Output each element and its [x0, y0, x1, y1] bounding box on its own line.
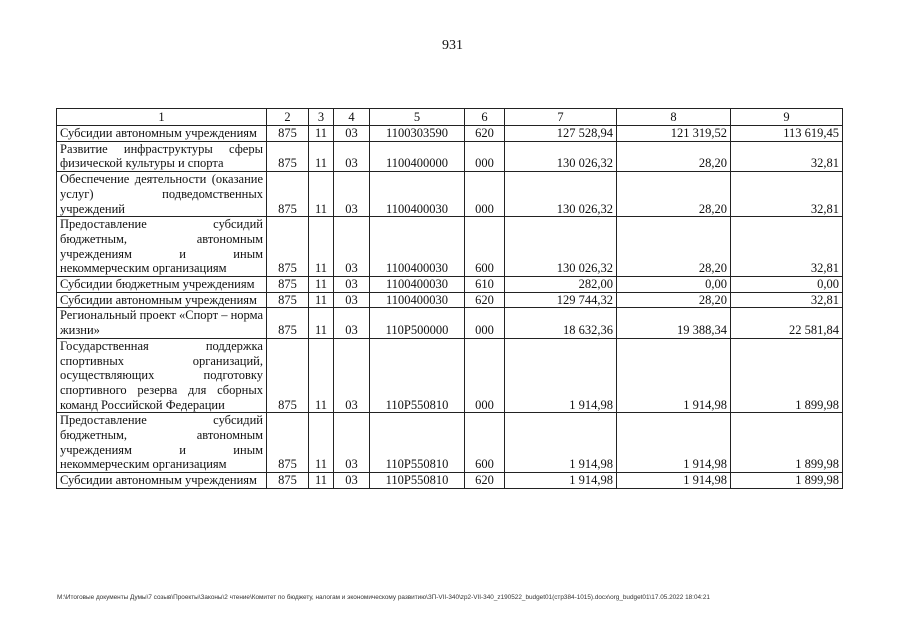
amount-col-7: 282,00	[505, 277, 617, 293]
amount-col-8: 28,20	[617, 292, 731, 308]
subsection-code: 03	[334, 126, 370, 142]
target-article-code: 1100400000	[370, 141, 465, 171]
amount-col-8: 1 914,98	[617, 338, 731, 413]
table-row	[57, 217, 843, 277]
table-row	[57, 141, 843, 171]
target-article-code: 110P500000	[370, 308, 465, 338]
table-row	[57, 473, 843, 489]
section-code: 11	[309, 217, 334, 277]
amount-col-9: 32,81	[731, 172, 843, 217]
column-header-8: 8	[617, 109, 731, 126]
row-name: Предоставление субсидий бюджетным, автономным учреждениям и иным некоммерческим организациям	[57, 413, 267, 473]
column-header-7: 7	[505, 109, 617, 126]
amount-col-7: 130 026,32	[505, 217, 617, 277]
amount-col-7: 1 914,98	[505, 413, 617, 473]
ministry-code: 875	[267, 126, 309, 142]
amount-col-9: 1 899,98	[731, 413, 843, 473]
expense-type-code: 000	[465, 172, 505, 217]
amount-col-7: 130 026,32	[505, 172, 617, 217]
ministry-code: 875	[267, 413, 309, 473]
amount-col-8: 1 914,98	[617, 473, 731, 489]
target-article-code: 110P550810	[370, 413, 465, 473]
section-code: 11	[309, 413, 334, 473]
column-header-3: 3	[309, 109, 334, 126]
column-header-6: 6	[465, 109, 505, 126]
target-article-code: 110P550810	[370, 338, 465, 413]
ministry-code: 875	[267, 292, 309, 308]
section-code: 11	[309, 473, 334, 489]
amount-col-8: 19 388,34	[617, 308, 731, 338]
expense-type-code: 600	[465, 217, 505, 277]
section-code: 11	[309, 277, 334, 293]
row-name: Региональный проект «Спорт – норма жизни»	[57, 308, 267, 338]
section-code: 11	[309, 338, 334, 413]
expense-type-code: 600	[465, 413, 505, 473]
subsection-code: 03	[334, 141, 370, 171]
amount-col-7: 130 026,32	[505, 141, 617, 171]
section-code: 11	[309, 308, 334, 338]
amount-col-9: 113 619,45	[731, 126, 843, 142]
column-header-5: 5	[370, 109, 465, 126]
target-article-code: 1100400030	[370, 277, 465, 293]
ministry-code: 875	[267, 473, 309, 489]
amount-col-9: 0,00	[731, 277, 843, 293]
subsection-code: 03	[334, 217, 370, 277]
amount-col-9: 1 899,98	[731, 338, 843, 413]
table-row	[57, 277, 843, 293]
subsection-code: 03	[334, 338, 370, 413]
page-number: 931	[442, 38, 463, 53]
target-article-code: 1100400030	[370, 172, 465, 217]
ministry-code: 875	[267, 217, 309, 277]
expense-type-code: 000	[465, 338, 505, 413]
expense-type-code: 620	[465, 473, 505, 489]
column-header-2: 2	[267, 109, 309, 126]
amount-col-8: 28,20	[617, 141, 731, 171]
ministry-code: 875	[267, 141, 309, 171]
expense-type-code: 610	[465, 277, 505, 293]
amount-col-7: 127 528,94	[505, 126, 617, 142]
target-article-code: 1100400030	[370, 292, 465, 308]
row-name: Предоставление субсидий бюджетным, автономным учреждениям и иным некоммерческим организациям	[57, 217, 267, 277]
amount-col-9: 22 581,84	[731, 308, 843, 338]
ministry-code: 875	[267, 277, 309, 293]
ministry-code: 875	[267, 338, 309, 413]
amount-col-8: 28,20	[617, 217, 731, 277]
amount-col-7: 18 632,36	[505, 308, 617, 338]
target-article-code: 1100303590	[370, 126, 465, 142]
row-name: Субсидии бюджетным учреждениям	[57, 277, 267, 293]
amount-col-9: 32,81	[731, 217, 843, 277]
section-code: 11	[309, 141, 334, 171]
row-name: Развитие инфраструктуры сферы физической культуры и спорта	[57, 141, 267, 171]
amount-col-9: 1 899,98	[731, 473, 843, 489]
amount-col-8: 121 319,52	[617, 126, 731, 142]
budget-table	[56, 108, 843, 489]
table-body	[57, 126, 843, 489]
row-name: Государственная поддержка спортивных организаций, осуществляющих подготовку спортивного резерва для сборных команд Российской Федерации	[57, 338, 267, 413]
table-row	[57, 292, 843, 308]
amount-col-8: 28,20	[617, 172, 731, 217]
section-code: 11	[309, 292, 334, 308]
column-header-9: 9	[731, 109, 843, 126]
section-code: 11	[309, 126, 334, 142]
expense-type-code: 000	[465, 141, 505, 171]
amount-col-7: 1 914,98	[505, 338, 617, 413]
table-row	[57, 413, 843, 473]
row-name: Субсидии автономным учреждениям	[57, 473, 267, 489]
subsection-code: 03	[334, 413, 370, 473]
expense-type-code: 620	[465, 292, 505, 308]
expense-type-code: 000	[465, 308, 505, 338]
amount-col-8: 0,00	[617, 277, 731, 293]
table-row	[57, 126, 843, 142]
amount-col-9: 32,81	[731, 292, 843, 308]
target-article-code: 1100400030	[370, 217, 465, 277]
table-row	[57, 308, 843, 338]
subsection-code: 03	[334, 172, 370, 217]
subsection-code: 03	[334, 308, 370, 338]
subsection-code: 03	[334, 473, 370, 489]
row-name: Субсидии автономным учреждениям	[57, 292, 267, 308]
amount-col-8: 1 914,98	[617, 413, 731, 473]
document-file-path: M:\Итоговые документы Думы\7 созыв\Проекты\Законы\2 чтение\Комитет по бюджету, налогам и экономическому развитию\ЗП-VII-340\zp2-VII-340_z190522_budget01(стр384-1015).docx\org_budget01\17.05.2022 18:04:21	[57, 594, 710, 601]
row-name: Субсидии автономным учреждениям	[57, 126, 267, 142]
section-code: 11	[309, 172, 334, 217]
subsection-code: 03	[334, 277, 370, 293]
table-row	[57, 172, 843, 217]
amount-col-9: 32,81	[731, 141, 843, 171]
row-name: Обеспечение деятельности (оказание услуг) подведомственных учреждений	[57, 172, 267, 217]
expense-type-code: 620	[465, 126, 505, 142]
target-article-code: 110P550810	[370, 473, 465, 489]
ministry-code: 875	[267, 172, 309, 217]
column-header-4: 4	[334, 109, 370, 126]
column-header-1: 1	[57, 109, 267, 126]
header-row	[57, 109, 843, 126]
subsection-code: 03	[334, 292, 370, 308]
table-row	[57, 338, 843, 413]
ministry-code: 875	[267, 308, 309, 338]
amount-col-7: 129 744,32	[505, 292, 617, 308]
amount-col-7: 1 914,98	[505, 473, 617, 489]
